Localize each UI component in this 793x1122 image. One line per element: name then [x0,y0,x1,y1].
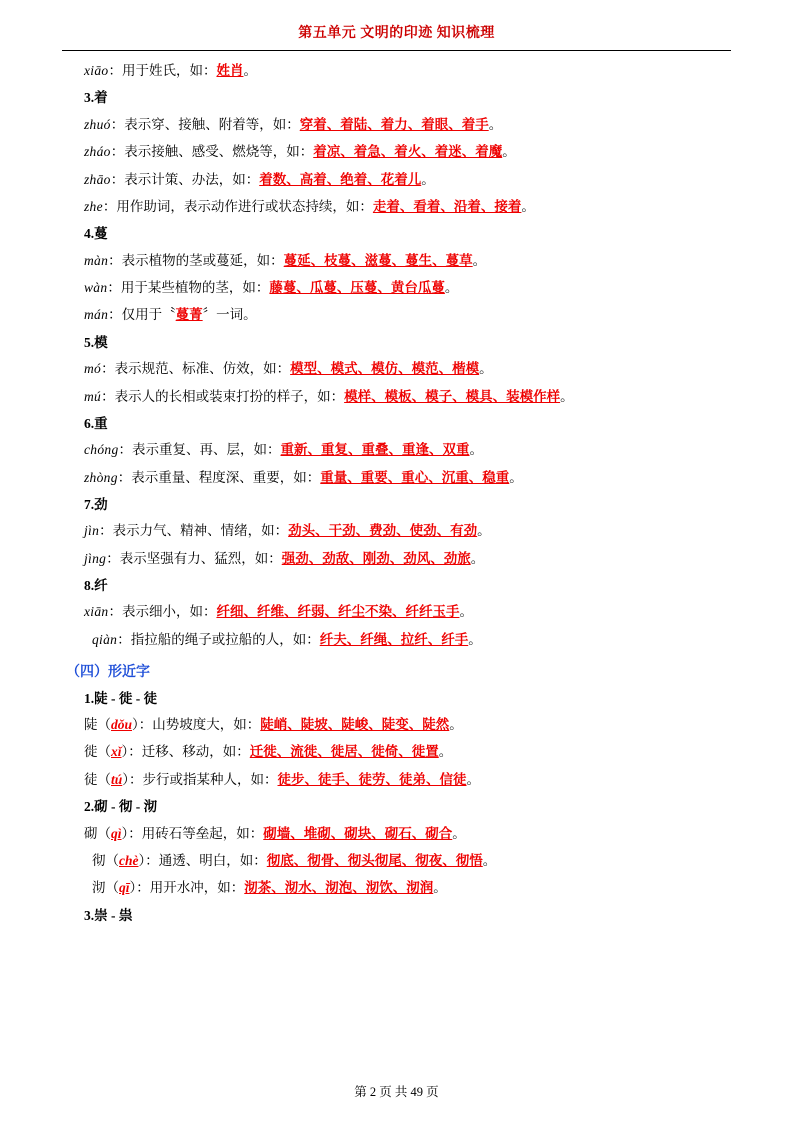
entry-line [62,142,731,163]
entry-line [62,824,731,845]
entry-description: ：通透、明白，如： [145,852,267,868]
entry-line [62,197,731,218]
entry-end: 。 [479,361,493,377]
entry-line [62,251,731,272]
entry-examples: 纤夫、纤绳、拉纤、纤手 [319,631,469,647]
entry-examples: 着凉、着急、着火、着迷、着魔 [313,144,503,160]
paren-open: （ [97,771,111,787]
page-footer: 第 2 页 共 49 页 [354,1085,439,1099]
entry-end: 。 [488,116,503,132]
entry-description: ：用作助词，表示动作进行或状态持续，如： [102,198,373,214]
entry-description: ：迁移、移动，如： [128,744,250,760]
entry-end: 。 [243,63,257,78]
entry-end: 。 [438,744,453,760]
entry-examples: 重量、重要、重心、沉重、稳重 [320,469,510,485]
paren-open: （ [97,825,111,841]
entry-examples: 强劲、劲敌、刚劲、劲风、劲旅 [281,550,471,566]
entry-line [62,278,731,299]
entry-char: 徒 [84,771,98,787]
entry-line [62,602,731,623]
pinyin-label: zhāo [84,171,111,187]
entry-end: 一词。 [216,307,257,323]
entry-end: 。 [560,388,574,404]
entry-heading: 3.着 [84,90,108,106]
pinyin-label: dǒu [111,717,133,732]
header-divider [62,50,731,51]
pinyin-label: mó [84,361,102,377]
entry-end: 。 [482,852,497,868]
section-heading: （四）形近字 [66,664,150,680]
paren-close: ） [138,852,146,868]
pinyin-label: mán [84,307,109,323]
entry-line [62,440,731,461]
page-header-title: 第五单元 文明的印迹 知识梳理 [298,26,495,41]
entry-description: ：步行或指某种人，如： [129,771,278,787]
group-heading: 3.崇 - 祟 [84,907,133,923]
entry-end: 。 [444,280,459,296]
entry-description: ：仅用于 [108,307,163,323]
entry-end: 。 [433,880,447,896]
entry-description: ：表示计策、办法，如： [110,171,260,187]
entry-description: ：表示重量、程度深、重要，如： [117,469,321,485]
entry-end: 。 [477,523,491,539]
entry-description: ：表示穿、接触、附着等，如： [110,116,300,132]
entry-char: 彻 [92,852,106,868]
entry-examples: 蔓延、枝蔓、滋蔓、蔓生、蔓草 [283,252,473,268]
pinyin-label: xiāo [84,63,109,78]
entry-line [62,770,731,791]
entry-end: 。 [521,198,535,214]
entry-line [62,715,731,736]
entry-end: 。 [452,825,466,841]
entry-end: 。 [468,631,482,647]
entry-examples: 徒步、徒手、徒劳、徒弟、信徒 [277,771,467,787]
entry-line [62,359,731,380]
entry-end: 。 [449,717,463,732]
entry-description: ：用砖石等垒起，如： [128,825,264,841]
pinyin-label: qì [111,825,122,841]
entry-examples: 迁徙、流徙、徙居、徙倚、徙置 [249,744,439,760]
entry-heading: 8.纤 [84,578,108,594]
entry-description: ：用于某些植物的茎，如： [107,280,270,296]
pinyin-label: qiàn [92,631,118,647]
paren-open: （ [105,852,119,868]
quote-open: 〝 [162,307,176,323]
entry-description: ：表示力气、精神、情绪，如： [99,523,289,539]
pinyin-label: qī [119,880,130,896]
entry-description: ：表示人的长相或装束打扮的样子，如： [101,388,345,404]
paren-open: （ [97,744,111,760]
entry-examples: 彻底、彻骨、彻头彻尾、彻夜、彻悟 [266,852,483,868]
entry-examples: 劲头、干劲、费劲、使劲、有劲 [288,523,478,539]
entry-heading: 6.重 [84,415,108,431]
entry-examples: 纤细、纤维、纤弱、纤尘不染、纤纤玉手 [216,604,460,620]
pinyin-label: zhuó [84,116,111,132]
quote-close: 〞 [202,307,217,323]
entry-description: ：用于姓氏，如： [108,63,217,78]
entry-line [62,549,731,570]
pinyin-label: jìn [84,523,100,539]
entry-line [62,387,731,408]
entry-description: ：表示重复、再、层，如： [118,442,281,458]
paren-close: ） [132,717,139,732]
pinyin-label: mú [84,388,102,404]
entry-line [62,170,731,191]
entry-examples: 重新、重复、重叠、重逢、双重 [280,442,470,458]
paren-close: ） [121,744,129,760]
paren-open: （ [97,717,111,732]
entry-char: 徙 [84,744,98,760]
entry-end: 。 [421,171,435,187]
entry-char: 砌 [84,825,98,841]
entry-description: ：用开水冲，如： [136,880,245,896]
entry-end: 。 [472,252,487,268]
entry-end: 。 [459,604,473,620]
entry-examples: 模型、模式、模仿、模范、楷模 [290,361,480,377]
entry-examples: 模样、模板、模子、模具、装模作样 [344,388,561,404]
entry-examples: 陡峭、陡坡、陡峻、陡变、陡然 [260,717,450,732]
pinyin-label: màn [84,252,109,268]
entry-end: 。 [509,469,523,485]
entry-end: 。 [502,144,516,160]
entry-end: 。 [470,550,485,566]
entry-line [62,61,731,82]
entry-examples: 蔓菁 [175,307,203,323]
pinyin-label: xiān [84,604,109,620]
pinyin-label: chóng [84,442,119,458]
pinyin-label: zhe [84,198,103,214]
paren-close: ） [129,880,137,896]
paren-close: ） [121,825,129,841]
paren-open: （ [105,880,119,896]
entry-examples: 姓肖 [216,63,244,78]
entry-examples: 着数、高着、绝着、花着儿 [259,171,422,187]
entry-line [62,115,731,136]
entry-description: ：表示规范、标准、仿效，如： [101,361,291,377]
entry-description: ：指拉船的绳子或拉船的人，如： [117,631,320,647]
entry-end: 。 [469,442,483,458]
entry-examples: 藤蔓、瓜蔓、压蔓、黄台瓜蔓 [269,280,445,296]
entry-char: 沏 [92,880,106,896]
paren-close: ） [122,771,130,787]
entry-line [62,521,731,542]
pinyin-label: chè [119,852,139,868]
entry-line [62,851,731,872]
entry-description: ：山势坡度大，如： [138,717,261,732]
entry-description: ：表示植物的茎或蔓延，如： [108,252,284,268]
entry-line [62,305,731,326]
entry-description: ：表示细小，如： [108,604,217,620]
entry-line [62,630,731,651]
pinyin-label: jìng [84,550,107,566]
pinyin-label: tú [111,771,123,787]
group-heading: 1.陡 - 徙 - 徒 [84,690,158,706]
entry-line [62,468,731,489]
entry-heading: 7.劲 [84,497,108,513]
pinyin-label: xǐ [111,744,122,760]
entry-examples: 走着、看着、沿着、接着 [372,198,522,214]
entry-examples: 穿着、着陆、着力、着眼、着手 [299,116,489,132]
entry-line [62,742,731,763]
entry-heading: 5.模 [84,334,108,350]
entry-examples: 沏茶、沏水、沏泡、沏饮、沏润 [244,880,434,896]
entry-examples: 砌墙、堆砌、砌块、砌石、砌合 [263,825,453,841]
entry-heading: 4.蔓 [84,226,108,242]
entry-description: ：表示坚强有力、猛烈，如： [106,550,282,566]
entry-description: ：表示接触、感受、燃烧等，如： [110,144,314,160]
group-heading: 2.砌 - 彻 - 沏 [84,799,158,815]
entry-line [62,878,731,899]
entry-char: 陡 [84,717,98,732]
pinyin-label: zháo [84,144,111,160]
pinyin-label: wàn [84,280,108,296]
entry-end: 。 [466,771,481,787]
pinyin-label: zhòng [84,469,118,485]
